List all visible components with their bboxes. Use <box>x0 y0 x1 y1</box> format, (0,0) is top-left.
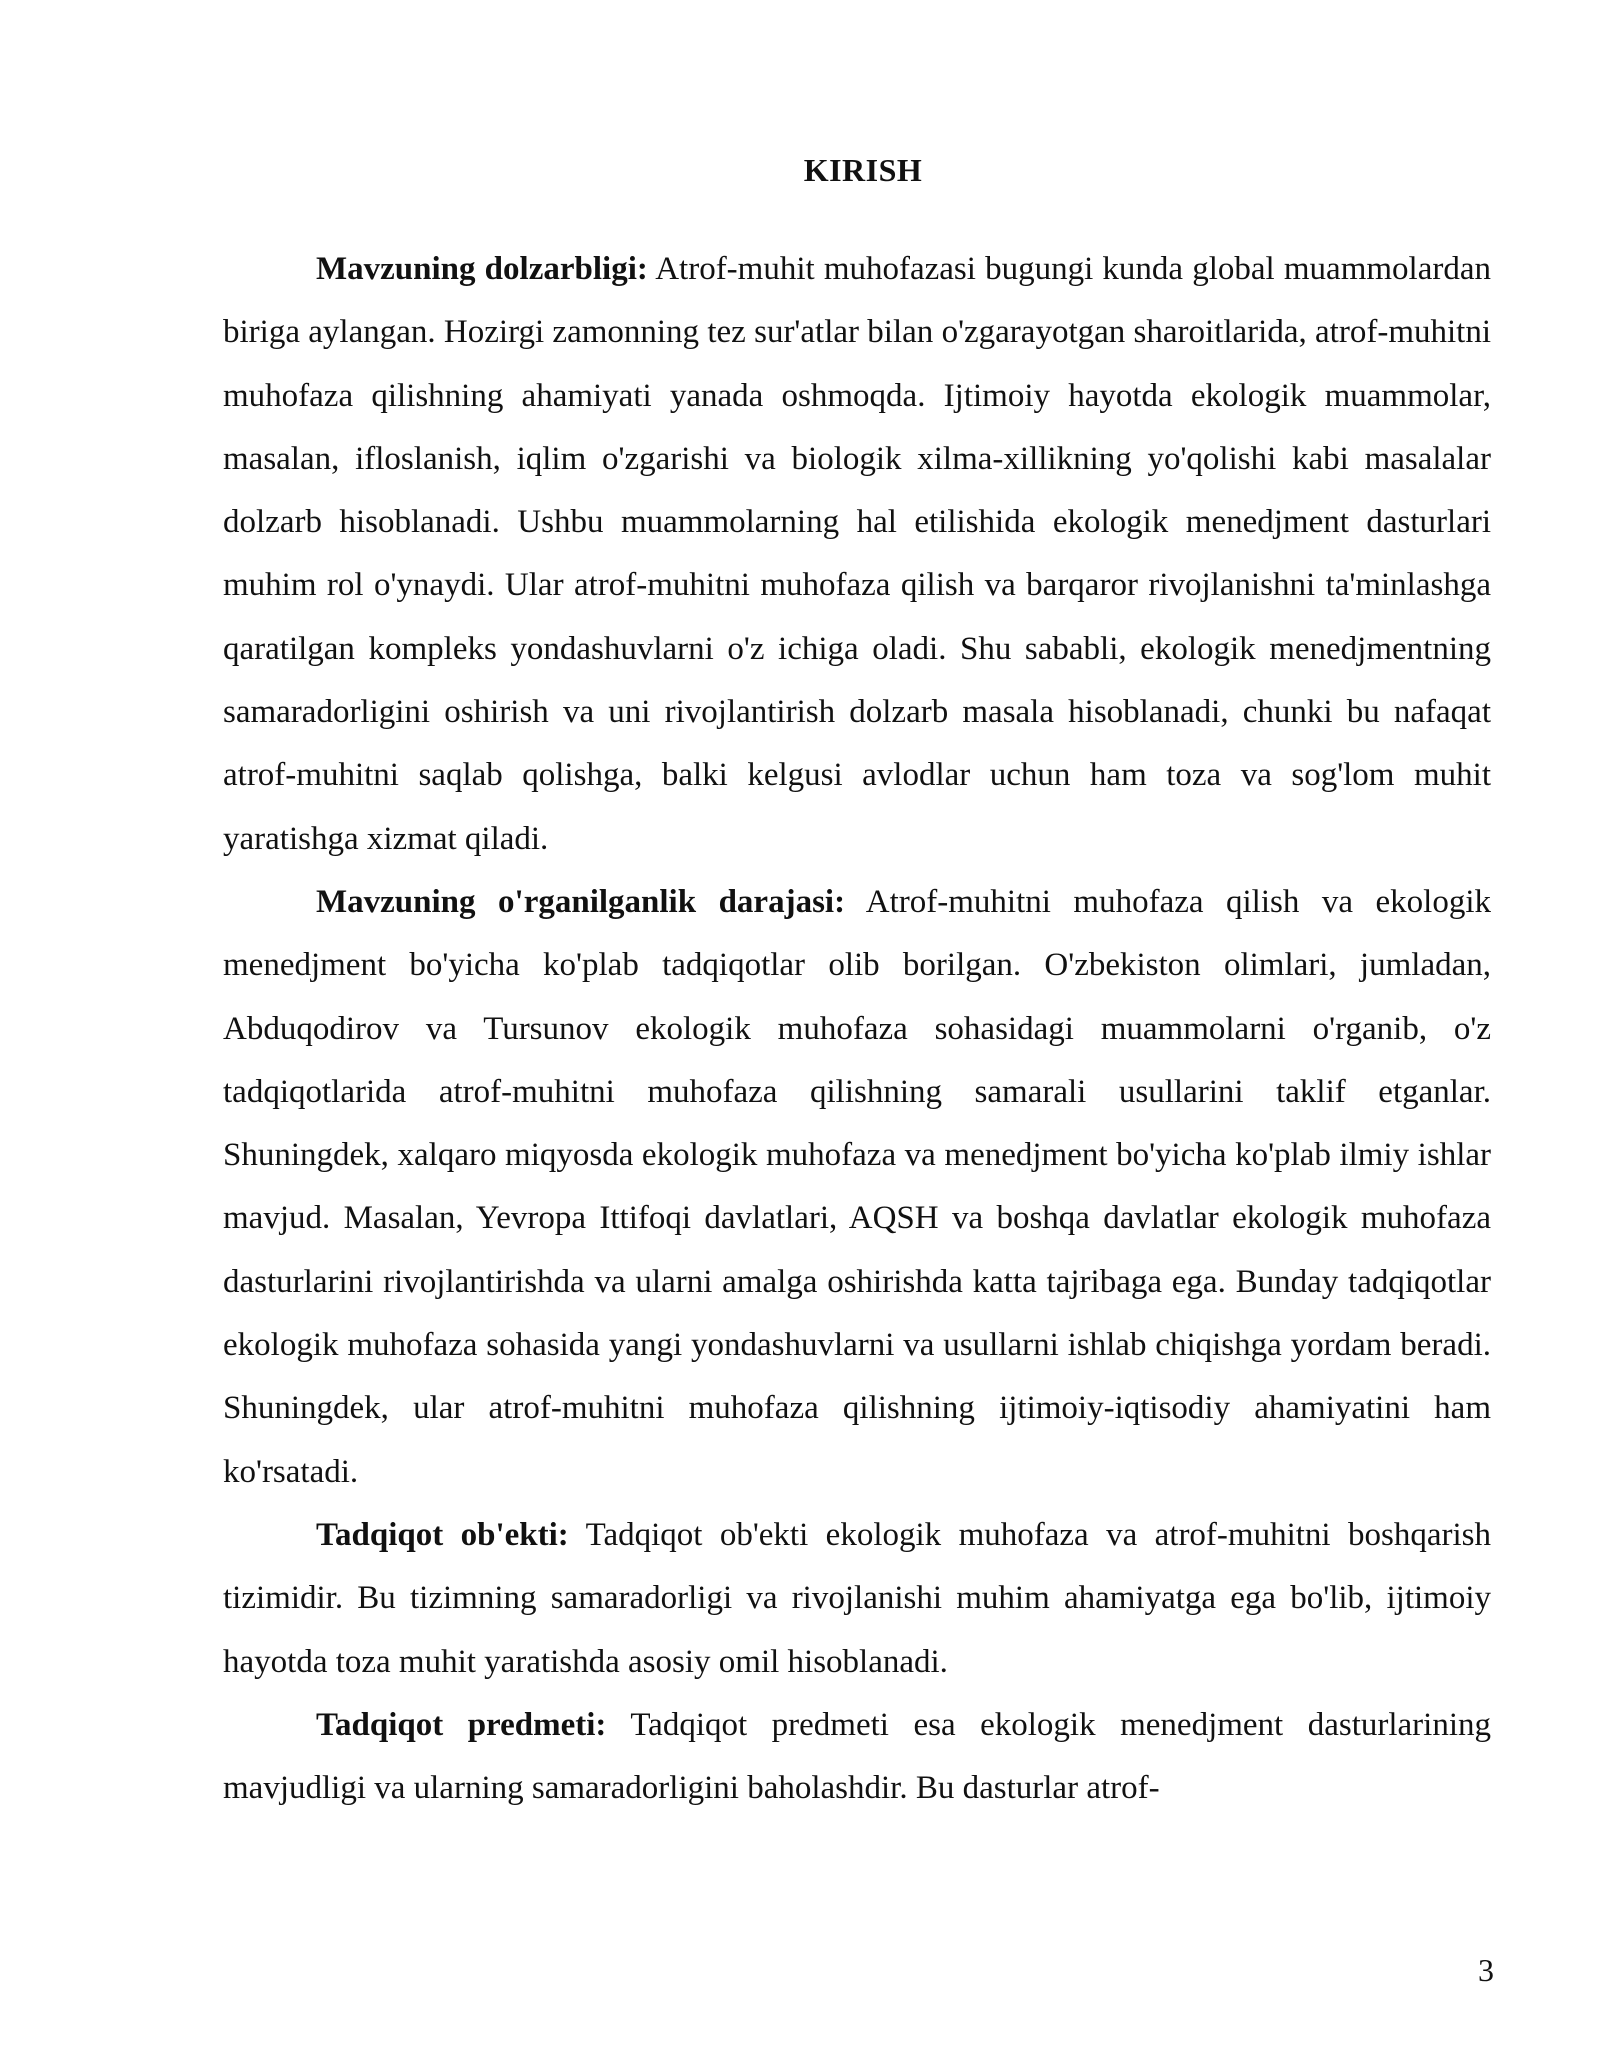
paragraph-text: Tadqiqot predmeti esa ekologik menedjment dasturlarining mavjudligi va ularning samaradorligini baholashdir. Bu dasturlar atrof- <box>223 1706 1492 1807</box>
paragraph-research-subject <box>223 1694 1491 1821</box>
paragraph-heading: Tadqiqot predmeti: <box>316 1706 607 1743</box>
paragraph-text: Atrof-muhitni muhofaza qilish va ekologik menedjment bo'yicha ko'plab tadqiqotlar olib borilgan. O'zbekiston olimlari, jumladan, Abduqodirov va Tursunov ekologik muhofaza sohasidagi muammolarni o'rganib, o'z tadqiqotlarida atrof-muhitni muhofaza qilishning samarali usullarini taklif etganlar. Shuningdek, xalqaro miqyosda ekologik muhofaza va menedjment bo'yicha ko'plab ilmiy ishlar mavjud. Masalan, Yevropa Ittifoqi davlatlari, AQSH va boshqa davlatlar ekologik muhofaza dasturlarini rivojlantirishda va ularni amalga oshirishda katta tajribaga ega. Bunday tadqiqotlar ekologik muhofaza sohasida yangi yondashuvlarni va usullarni ishlab chiqishga yordam beradi. Shuningdek, ular atrof-muhitni muhofaza qilishning ijtimoiy-iqtisodiy ahamiyatini ham ko'rsatadi. <box>223 883 1492 1490</box>
paragraph-heading: Mavzuning o'rganilganlik darajasi: <box>316 883 846 920</box>
page-title: KIRISH <box>803 152 923 188</box>
paragraph-heading: Tadqiqot ob'ekti: <box>316 1516 569 1553</box>
paragraph-study-level <box>223 871 1491 1504</box>
paragraph-heading: Mavzuning dolzarbligi: <box>316 251 648 287</box>
page-number: 3 <box>1478 1952 1494 1988</box>
paragraph-text: Tadqiqot ob'ekti ekologik muhofaza va atrof-muhitni boshqarish tizimidir. Bu tizimning samaradorligi va rivojlanishi muhim ahamiyatga ega bo'lib, ijtimoiy hayotda toza muhit yaratishda asosiy omil hisoblanadi. <box>223 1516 1491 1680</box>
document-body <box>223 238 1491 1820</box>
paragraph-text: Atrof-muhit muhofazasi bugungi kunda global muammolardan biriga aylangan. Hozirgi zamonning tez sur'atlar bilan o'zgarayotgan sharoitlarida, atrof-muhitni muhofaza qilishning ahamiyati yanada oshmoqda. Ijtimoiy hayotda ekologik muammolar, masalan, ifloslanish, iqlim o'zgarishi va biologik xilma-xillikning yo'qolishi kabi masalalar dolzarb hisoblanadi. Ushbu muammolarning hal etilishida ekologik menedjment dasturlari muhim rol o'ynaydi. Ular atrof-muhitni muhofaza qilish va barqaror rivojlanishni ta'minlashga qaratilgan kompleks yondashuvlarni o'z ichiga oladi. Shu sababli, ekologik menedjmentning samaradorligini oshirish va uni rivojlantirish dolzarb masala hisoblanadi, chunki bu nafaqat atrof-muhitni saqlab qolishga, balki kelgusi avlodlar uchun ham toza va sog'lom muhit yaratishga xizmat qiladi. <box>223 251 1491 857</box>
paragraph-relevance <box>223 238 1491 871</box>
paragraph-research-object <box>223 1504 1491 1694</box>
